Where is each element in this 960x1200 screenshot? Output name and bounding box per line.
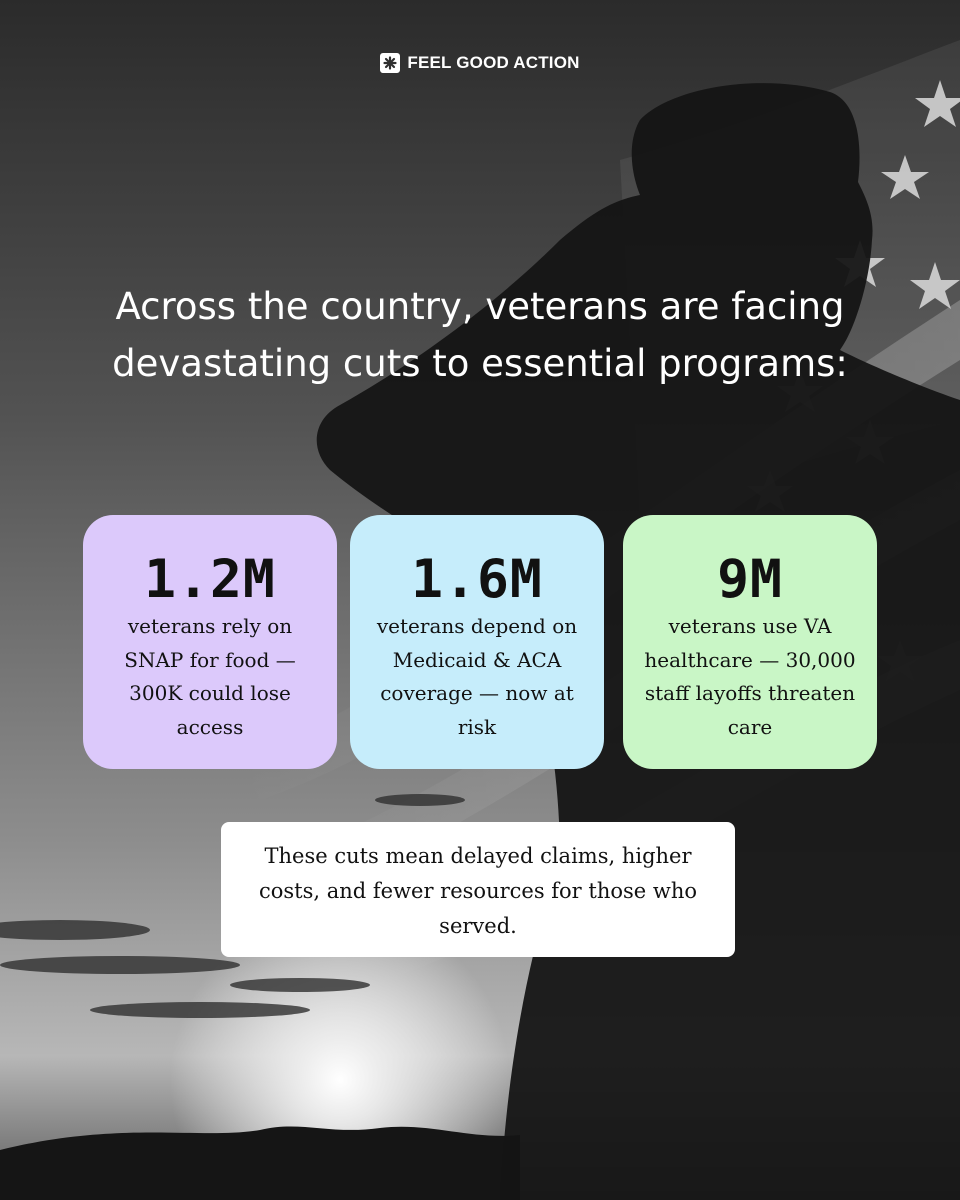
- stat-description: veterans use VA healthcare — 30,000 staff layoffs threaten care: [644, 614, 856, 739]
- stat-value: 1.2M: [144, 549, 276, 610]
- brand-name: FEEL GOOD ACTION: [407, 53, 580, 72]
- headline: Across the country, veterans are facing devastating cuts to essential programs:: [112, 285, 848, 385]
- stat-card-medicaid: [350, 515, 604, 769]
- stat-card-snap: [83, 515, 337, 769]
- summary-note: These cuts mean delayed claims, higher costs, and fewer resources for those who served.: [221, 822, 735, 957]
- stat-value: 1.6M: [411, 549, 543, 610]
- stat-description: veterans rely on SNAP for food — 300K could lose access: [124, 614, 296, 739]
- brand-header: [0, 53, 960, 73]
- stat-value: 9M: [717, 549, 783, 610]
- stat-card-va-healthcare: [623, 515, 877, 769]
- stat-description: veterans depend on Medicaid & ACA coverage — now at risk: [376, 614, 578, 739]
- asterisk-icon: [380, 53, 400, 73]
